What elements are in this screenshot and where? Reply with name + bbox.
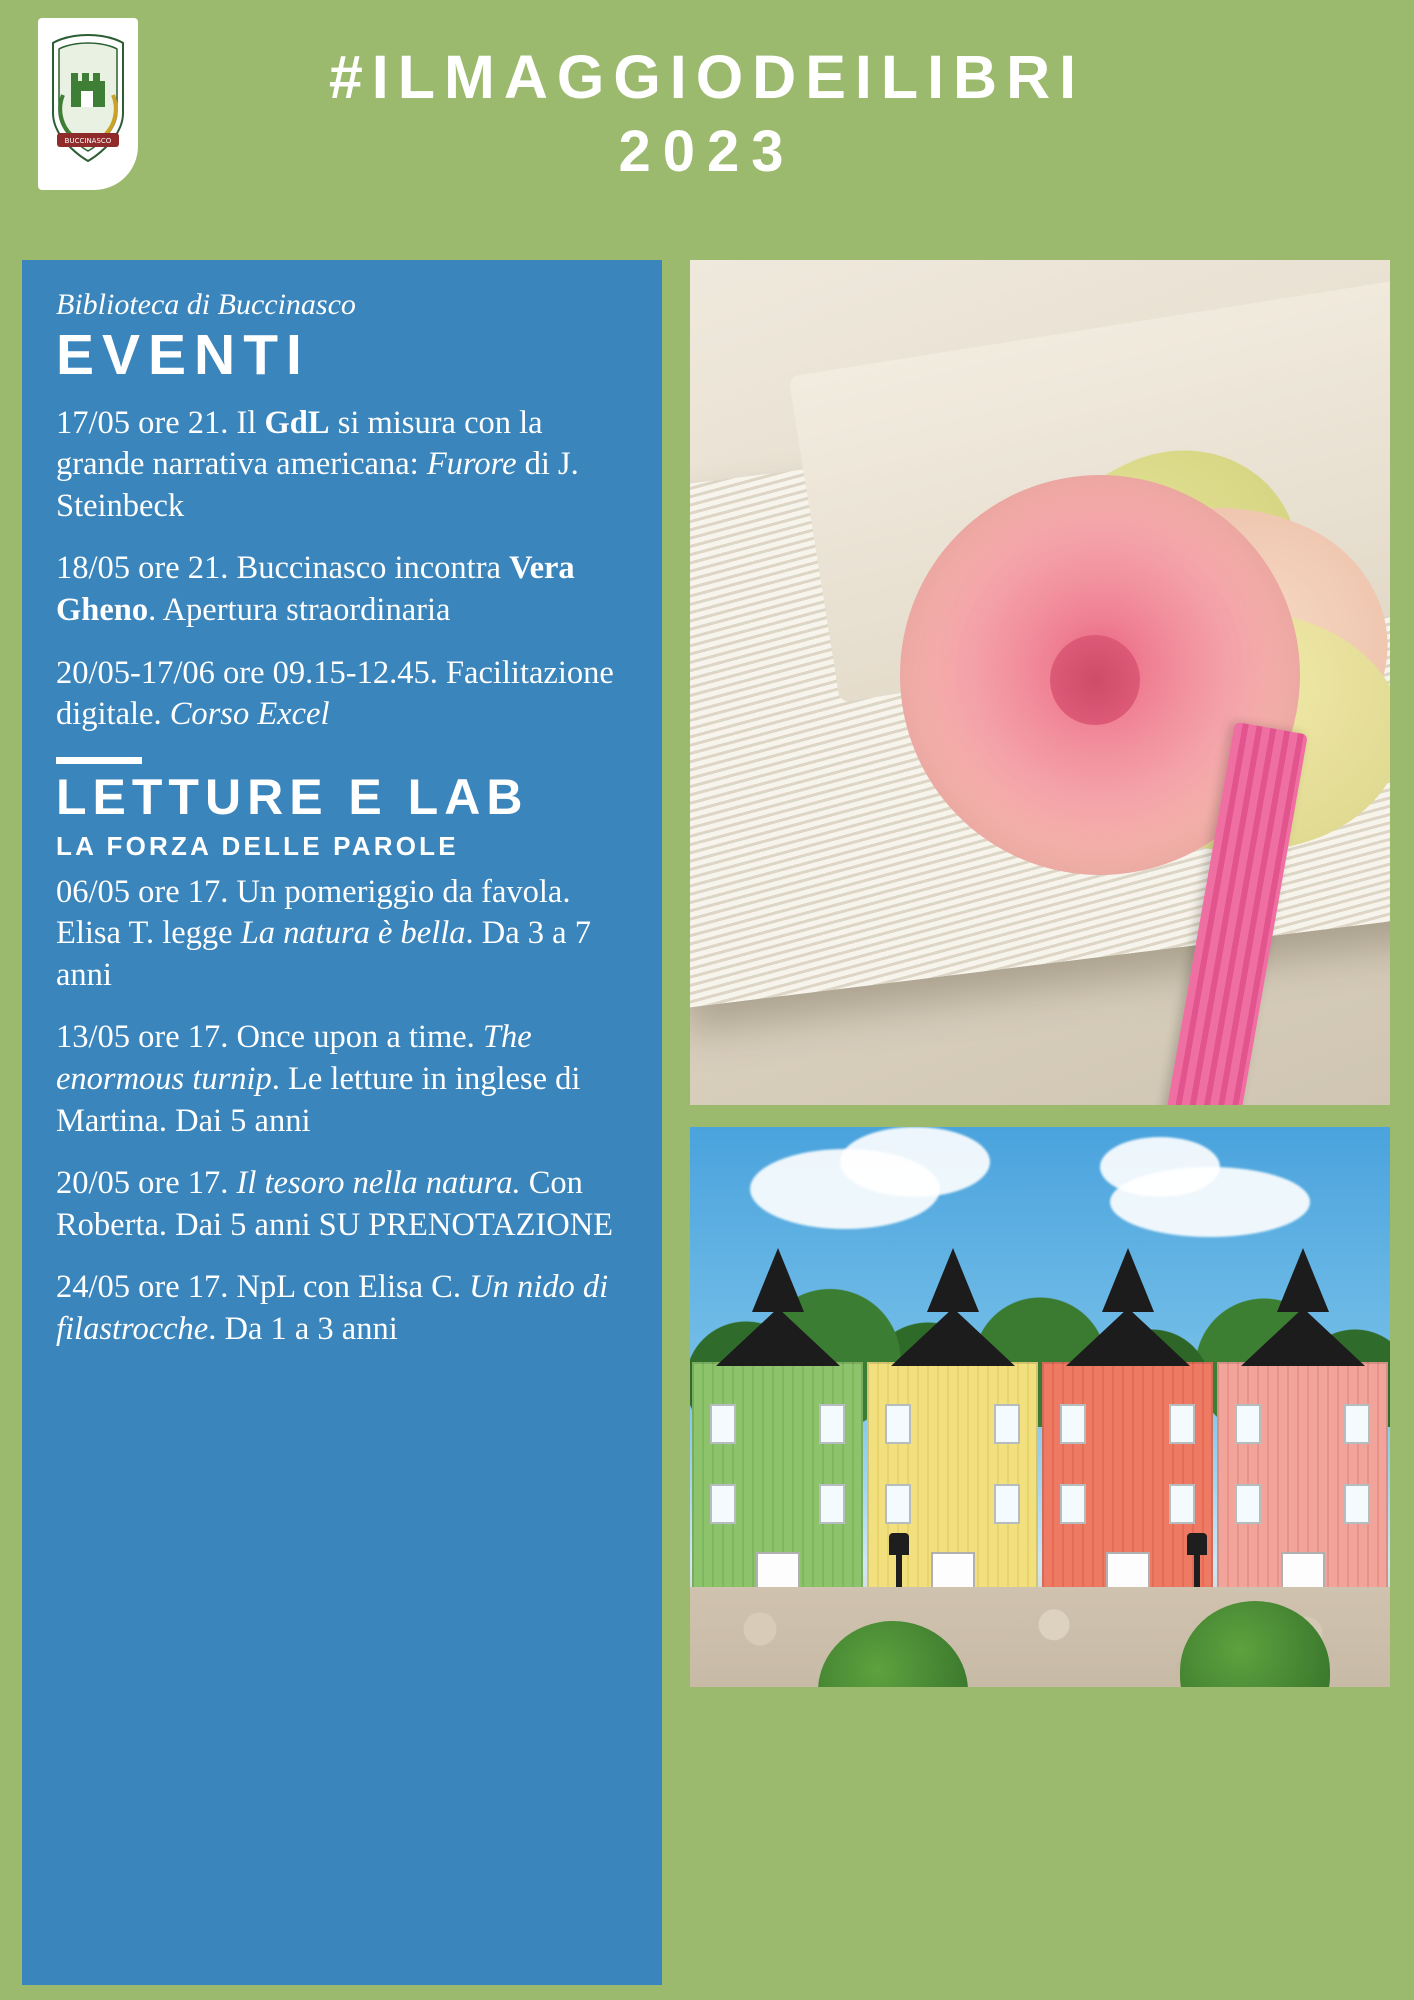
reading-text-before: Once upon a time. (228, 1019, 483, 1056)
section-subheading: LA FORZA DELLE PAROLE (56, 830, 459, 861)
reading-text-after: Con Roberta. Dai 5 anni SU PRENOTAZIONE (56, 1165, 614, 1243)
event-date: 20/05-17/06 ore 09.15-12.45. (56, 654, 438, 691)
window (1060, 1484, 1086, 1524)
reading-italic: Il tesoro nella natura. (236, 1165, 521, 1202)
houses-row (690, 1302, 1390, 1632)
reading-italic: The enormous turnip (56, 1019, 532, 1098)
park-bench-illustration (690, 1587, 1390, 1687)
reading-item (56, 1267, 628, 1350)
event-italic: Furore (426, 446, 517, 483)
event-text-after: di J. Steinbeck (56, 446, 579, 524)
event-text-before: Facilitazione digitale. (56, 654, 614, 733)
spire (1102, 1248, 1154, 1312)
roof (1066, 1308, 1190, 1366)
window (1169, 1484, 1195, 1524)
reading-date: 24/05 ore 17. (56, 1269, 229, 1306)
cloud-shape (1100, 1137, 1220, 1197)
window (994, 1484, 1020, 1524)
event-date: 18/05 ore 21. (56, 550, 229, 587)
event-text-after: . Apertura straordinaria (148, 591, 451, 628)
event-date: 17/05 ore 21. (56, 404, 229, 441)
tree (1180, 1601, 1330, 1687)
window (1235, 1484, 1261, 1524)
reading-text-before (228, 1165, 236, 1201)
reading-date: 20/05 ore 17. (56, 1165, 229, 1202)
colorful-houses-illustration (690, 1127, 1390, 1687)
event-text-mid: si misura con la grande narrativa americana: (56, 404, 543, 483)
tree (818, 1621, 968, 1687)
library-name: Biblioteca di Buccinasco (56, 288, 356, 321)
page-title-year: 2023 (618, 118, 796, 184)
reading-text-after: . Da 1 a 3 anni (208, 1311, 398, 1348)
window (710, 1404, 736, 1444)
roof (1241, 1308, 1365, 1366)
window (1060, 1404, 1086, 1444)
section-divider (56, 757, 142, 764)
reading-item (56, 1017, 628, 1142)
tree-crown (818, 1621, 968, 1687)
page-title: #ILMAGGIODEILIBRI (328, 43, 1086, 111)
roof (891, 1308, 1015, 1366)
window (819, 1404, 845, 1444)
reading-text-before: NpL con Elisa C. (228, 1269, 470, 1306)
reading-text-after: . Le letture in inglese di Martina. Dai 5 anni (56, 1061, 581, 1139)
event-text-before: Buccinasco incontra (228, 550, 510, 587)
image-column (690, 260, 1390, 1687)
roof (716, 1308, 840, 1366)
window (1344, 1484, 1370, 1524)
reading-text-before: Un pomeriggio da favola. Elisa T. legge (56, 873, 571, 952)
svg-text:BUCCINASCO: BUCCINASCO (64, 137, 112, 145)
reading-italic: La natura è bella (240, 915, 466, 952)
poster-header (0, 0, 1414, 250)
spire (1277, 1248, 1329, 1312)
reading-date: 06/05 ore 17. (56, 873, 229, 910)
window (1169, 1404, 1195, 1444)
title-block (0, 42, 1414, 186)
reading-date: 13/05 ore 17. (56, 1019, 229, 1056)
event-bold: Vera Gheno (56, 550, 575, 628)
reading-italic: Un nido di filastrocche (56, 1269, 609, 1348)
event-item (56, 403, 628, 528)
events-panel (22, 260, 662, 1985)
window (994, 1404, 1020, 1444)
cloud-shape (840, 1127, 990, 1197)
rose-on-open-book-photo (690, 260, 1390, 1105)
window (819, 1484, 845, 1524)
section-heading-eventi: EVENTI (56, 323, 310, 387)
spire (927, 1248, 979, 1312)
section-heading-letture: LETTURE E LAB (56, 768, 529, 825)
event-item (56, 548, 628, 631)
tree-crown (1180, 1601, 1330, 1687)
window (885, 1484, 911, 1524)
window (710, 1484, 736, 1524)
spire (752, 1248, 804, 1312)
event-italic: Corso Excel (169, 696, 330, 733)
reading-text-after: . Da 3 a 7 anni (56, 915, 591, 993)
window (1344, 1404, 1370, 1444)
window (1235, 1404, 1261, 1444)
event-text-before: Il (228, 404, 265, 441)
reading-item (56, 872, 628, 997)
event-item (56, 653, 628, 736)
reading-item (56, 1163, 628, 1246)
window (885, 1404, 911, 1444)
event-bold: GdL (264, 404, 330, 441)
